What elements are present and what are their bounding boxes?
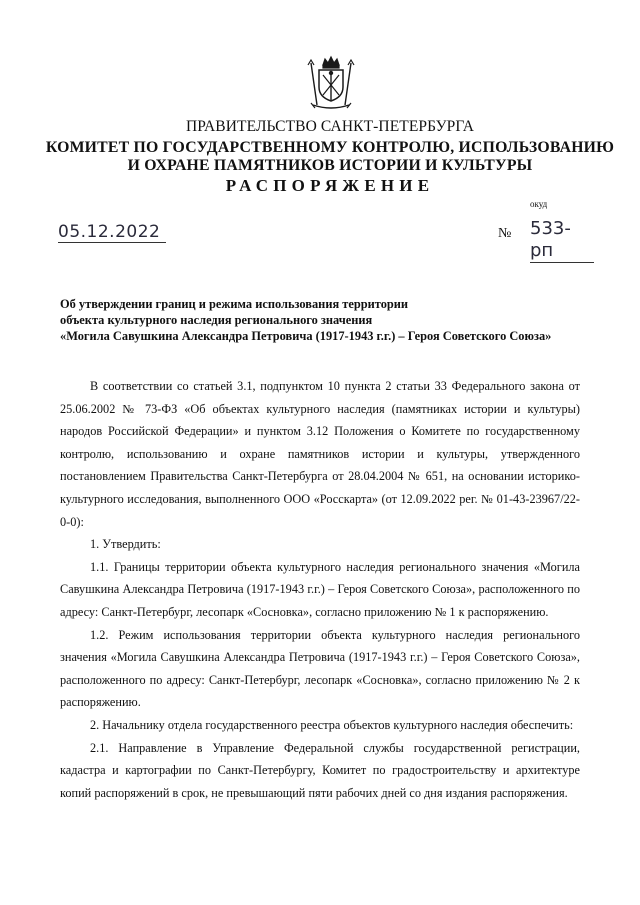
- paragraph-item-1-1: 1.1. Границы территории объекта культурного наследия регионального значения «Могила Савушкина Александра Петровича (1917-1943 г.г.) – Героя Советского Союза», расположенного по адресу: Санкт-Петербург, лесопарк «Сосновка», согласно приложению № 1 к распоряжению.: [60, 559, 580, 619]
- okud-label: окуд: [530, 199, 548, 209]
- paragraph-preamble: В соответствии со статьей 3.1, подпунктом 10 пункта 2 статьи 33 Федерального закона от 25.06.2002 № 73-ФЗ «Об объектах культурного наследия (памятниках истории и культуры) народов Российской Федерации» и пунктом 3.12 Положения о Комитете по государственному контролю, использованию и охране памятников истории и культуры, утвержденного постановлением Правительства Санкт-Петербурга от 28.04.2004 № 651, на основании историко-культурного исследования, выполненного ООО «Росскарта» (от 12.09.2022 рег. № 01-43-23967/22-0-0):: [60, 379, 580, 529]
- paragraph-item-2: 2. Начальнику отдела государственного реестра объектов культурного наследия обеспечить:: [90, 717, 574, 732]
- paragraph-item-1: 1. Утвердить:: [90, 537, 161, 552]
- coat-of-arms-icon: [303, 55, 359, 113]
- document-date: 05.12.2022: [58, 222, 166, 243]
- document-number: 533-рп: [530, 218, 594, 263]
- document-body: [60, 375, 580, 804]
- subject-line-2: объекта культурного наследия регионального значения: [60, 313, 373, 327]
- paragraph-item-2-1: 2.1. Направление в Управление Федеральной службы государственной регистрации, кадастра и картографии по Санкт-Петербургу, Комитет по градостроительству и архитектуре копий распоряжений в срок, не превышающий пяти рабочих дней со дня издания распоряжения.: [60, 740, 580, 800]
- paragraph-item-1-2: 1.2. Режим использования территории объекта культурного наследия регионального значения «Могила Савушкина Александра Петровича (1917-1943 г.г.) – Героя Советского Союза», расположенного по адресу: Санкт-Петербург, лесопарк «Сосновка», согласно приложению № 2 к распоряжению.: [60, 627, 580, 710]
- government-heading: ПРАВИТЕЛЬСТВО САНКТ-ПЕТЕРБУРГА: [185, 118, 475, 135]
- committee-name-line-1: КОМИТЕТ ПО ГОСУДАРСТВЕННОМУ КОНТРОЛЮ, ИСПОЛЬЗОВАНИЮ: [45, 139, 615, 156]
- number-sign: №: [498, 226, 512, 241]
- subject-line-1: Об утверждении границ и режима использования территории: [60, 297, 409, 311]
- subject-line-3: «Могила Савушкина Александра Петровича (1917-1943 г.г.) – Героя Советского Союза»: [60, 329, 552, 343]
- document-type: РАСПОРЯЖЕНИЕ: [225, 176, 435, 195]
- committee-name-line-2: И ОХРАНЕ ПАМЯТНИКОВ ИСТОРИИ И КУЛЬТУРЫ: [127, 157, 533, 174]
